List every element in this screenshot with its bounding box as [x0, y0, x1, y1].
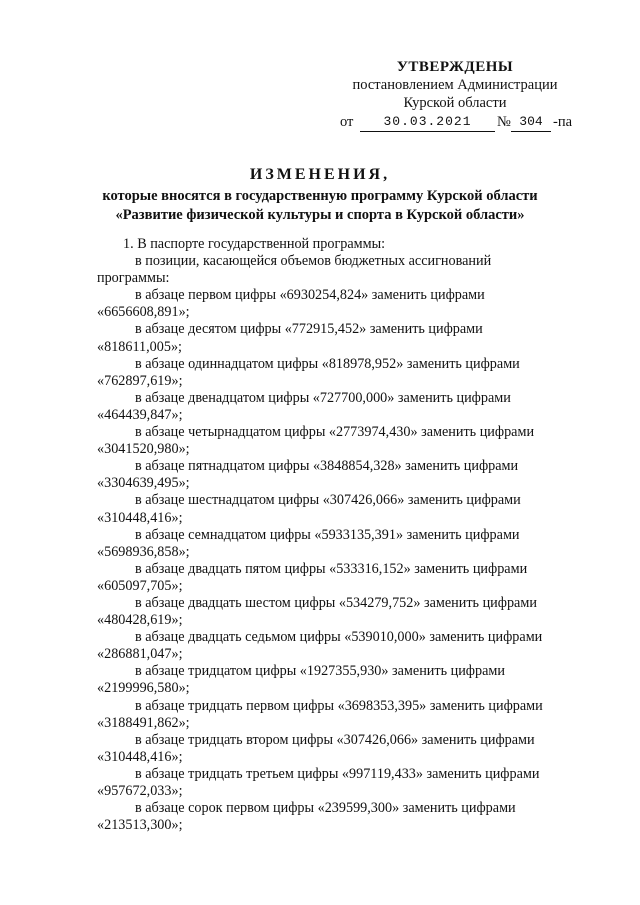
amendment-new-value: «3041520,980»; — [97, 441, 190, 458]
list-item — [97, 766, 582, 800]
amendment-new-value: «762897,619»; — [97, 372, 183, 389]
amendment-new-value: «286881,047»; — [97, 646, 183, 663]
approval-date-line — [330, 113, 580, 131]
amendment-new-value: «480428,619»; — [97, 612, 183, 629]
amendment-new-value: «6656608,891»; — [97, 304, 190, 321]
amendment-text: в абзаце пятнадцатом цифры «3848854,328» заменить цифрами — [135, 458, 519, 475]
amendment-text: в абзаце тридцатом цифры «1927355,930» заменить цифрами — [135, 663, 505, 680]
amendment-text: в абзаце десятом цифры «772915,452» заменить цифрами — [135, 321, 483, 338]
section-1-title: 1. В паспорте государственной программы: — [123, 236, 386, 252]
amendment-text: в абзаце четырнадцатом цифры «2773974,430» заменить цифрами — [135, 424, 535, 441]
heading-line-1: которые вносятся в государственную программу Курской области — [102, 188, 538, 204]
amendment-text: в абзаце первом цифры «6930254,824» заменить цифрами — [135, 287, 485, 304]
amendment-text: в абзаце одиннадцатом цифры «818978,952» заменить цифрами — [135, 355, 520, 372]
amendment-text: в абзаце двадцать шестом цифры «534279,752» заменить цифрами — [135, 594, 537, 611]
amendment-new-value: «3188491,862»; — [97, 714, 190, 731]
approval-date: 30.03.2021 — [360, 113, 495, 132]
document-heading — [60, 165, 580, 225]
list-item — [97, 663, 582, 697]
amendment-new-value: «310448,416»; — [97, 748, 183, 765]
list-item — [97, 287, 582, 321]
amendment-text: в абзаце двадцать пятом цифры «533316,152» заменить цифрами — [135, 560, 528, 577]
amendment-new-value: «957672,033»; — [97, 783, 183, 799]
date-prefix: от — [340, 114, 354, 130]
list-item — [97, 458, 582, 492]
position-paragraph — [97, 253, 582, 287]
amendment-text: в абзаце шестнадцатом цифры «307426,066» заменить цифрами — [135, 492, 521, 509]
amendment-new-value: «5698936,858»; — [97, 543, 190, 560]
heading-title: ИЗМЕНЕНИЯ, — [249, 166, 391, 183]
amendment-text: в абзаце тридцать третьем цифры «997119,433» заменить цифрами — [135, 765, 540, 782]
document-body — [97, 236, 582, 834]
approval-title: УТВЕРЖДЕНЫ — [396, 59, 514, 75]
amendment-new-value: «2199996,580»; — [97, 680, 190, 697]
list-item — [97, 424, 582, 458]
heading-line-2: «Развитие физической культуры и спорта в Курской области» — [115, 207, 525, 223]
amendment-text: в абзаце тридцать первом цифры «3698353,395» заменить цифрами — [135, 697, 543, 714]
position-tail: программы: — [97, 270, 170, 287]
amendment-text: в абзаце двенадцатом цифры «727700,000» заменить цифрами — [135, 389, 511, 406]
number-sign: № — [497, 114, 511, 130]
number-suffix: -па — [553, 114, 573, 130]
amendment-text: в абзаце двадцать седьмом цифры «539010,000» заменить цифрами — [135, 629, 543, 646]
approval-number: 304 — [511, 113, 551, 132]
list-item — [97, 732, 582, 766]
amendment-new-value: «310448,416»; — [97, 509, 183, 526]
amendment-new-value: «605097,705»; — [97, 577, 183, 594]
amendment-text: в абзаце сорок первом цифры «239599,300» заменить цифрами — [135, 800, 516, 817]
list-item — [97, 698, 582, 732]
list-item — [97, 321, 582, 355]
amendment-new-value: «213513,300»; — [97, 817, 183, 834]
approval-line-2: Курской области — [403, 95, 507, 111]
list-item — [97, 356, 582, 390]
list-item — [97, 527, 582, 561]
amendments-list — [97, 287, 582, 834]
approval-line-1: постановлением Администрации — [352, 77, 558, 93]
list-item — [97, 595, 582, 629]
amendment-new-value: «3304639,495»; — [97, 475, 190, 492]
amendment-new-value: «464439,847»; — [97, 406, 183, 423]
list-item — [97, 492, 582, 526]
amendment-text: в абзаце тридцать втором цифры «307426,066» заменить цифрами — [135, 731, 535, 748]
position-line: в позиции, касающейся объемов бюджетных ассигнований — [135, 253, 492, 270]
list-item — [97, 800, 582, 834]
list-item — [97, 629, 582, 663]
list-item — [97, 390, 582, 424]
list-item — [97, 561, 582, 595]
amendment-new-value: «818611,005»; — [97, 338, 182, 355]
approval-block — [330, 58, 580, 131]
amendment-text: в абзаце семнадцатом цифры «5933135,391» заменить цифрами — [135, 526, 520, 543]
